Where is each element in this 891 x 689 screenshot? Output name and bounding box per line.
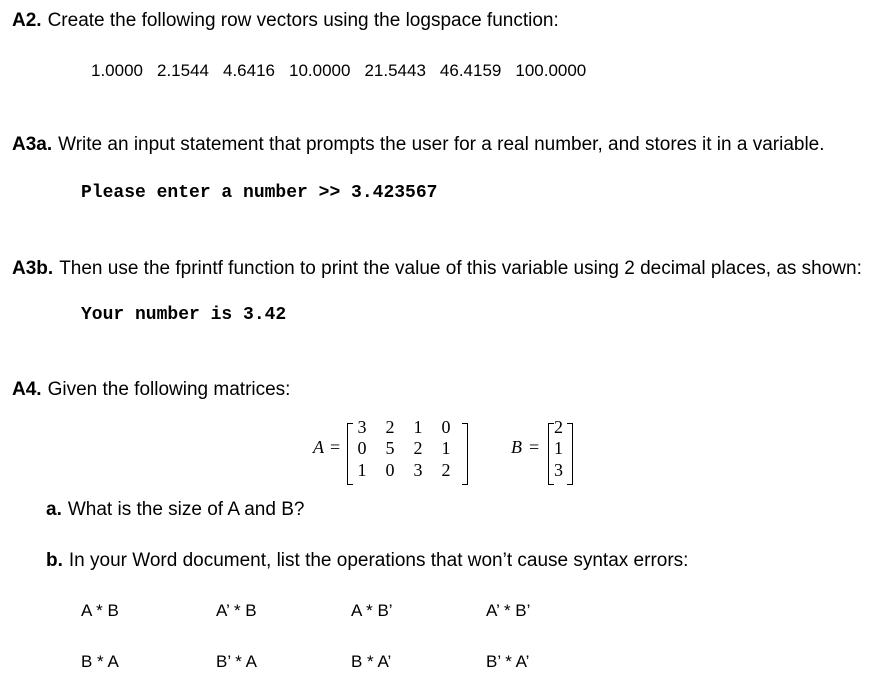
matrix-a-cell: 2	[385, 417, 395, 437]
matrix-a-cell: 3	[413, 460, 423, 480]
matrix-a-cell: 0	[441, 417, 451, 437]
matrix-a-cell: 2	[441, 460, 451, 480]
question-a2-label: A2.	[12, 10, 42, 31]
matrix-b-right-bracket	[567, 423, 573, 485]
matrix-a-cell: 0	[357, 438, 367, 458]
operation-item: B * A’	[351, 652, 392, 671]
matrix-b-equals: =	[529, 437, 540, 457]
matrix-b-cell: 1	[554, 438, 563, 458]
part-a-label: a.	[46, 499, 62, 520]
part-b-label: b.	[46, 550, 63, 571]
console-output-input: Please enter a number >> 3.423567	[81, 183, 438, 203]
operation-item: A * B’	[351, 601, 393, 620]
question-a4-text: Given the following matrices:	[47, 379, 291, 400]
question-a3b-text: Then use the fprintf function to print the value of this variable using 2 decimal places, as shown:	[59, 258, 862, 279]
matrix-a-cell: 3	[357, 417, 367, 437]
part-a-text: What is the size of A and B?	[67, 499, 305, 520]
matrix-a-right-bracket	[462, 423, 468, 485]
logspace-values	[91, 61, 586, 81]
operation-item: A’ * B	[216, 601, 257, 620]
question-a3a	[12, 134, 825, 156]
part-b-text: In your Word document, list the operations that won’t cause syntax errors:	[68, 550, 689, 571]
logspace-value: 10.0000	[289, 61, 351, 80]
matrix-a-equals: =	[330, 437, 341, 457]
operation-item: B’ * A	[216, 652, 257, 671]
matrix-a-cell: 1	[357, 460, 367, 480]
matrix-a-cell: 5	[385, 438, 395, 458]
operation-item: A’ * B’	[486, 601, 531, 620]
question-a4-part-a	[46, 499, 304, 521]
question-a3b	[12, 258, 862, 280]
matrix-a-cell: 1	[413, 417, 423, 437]
question-a4	[12, 379, 290, 401]
question-a3a-label: A3a.	[12, 134, 53, 155]
question-a2	[12, 10, 559, 32]
question-a2-text: Create the following row vectors using the logspace function:	[47, 10, 559, 31]
question-a4-part-b	[46, 550, 688, 572]
matrix-a-cell: 0	[385, 460, 395, 480]
logspace-value: 4.6416	[223, 61, 275, 80]
operation-item: B’ * A’	[486, 652, 530, 671]
logspace-value: 100.0000	[515, 61, 587, 80]
matrix-a-cell: 1	[441, 438, 451, 458]
question-a4-label: A4.	[12, 379, 42, 400]
operation-item: A * B	[81, 601, 119, 620]
logspace-value: 2.1544	[157, 61, 209, 80]
question-a3b-label: A3b.	[12, 258, 54, 279]
operation-item: B * A	[81, 652, 119, 671]
logspace-value: 46.4159	[439, 61, 502, 80]
console-output-fprintf: Your number is 3.42	[81, 305, 287, 325]
logspace-value: 21.5443	[364, 61, 426, 80]
question-a3a-text: Write an input statement that prompts the user for a real number, and stores it in a variable.	[58, 134, 825, 155]
matrix-b-name: B	[511, 437, 522, 457]
matrix-b-cell: 2	[554, 417, 563, 437]
logspace-value: 1.0000	[91, 61, 143, 80]
matrix-a-name: A	[313, 437, 324, 457]
matrix-b-cell: 3	[554, 460, 563, 480]
matrix-a-cell: 2	[413, 438, 423, 458]
